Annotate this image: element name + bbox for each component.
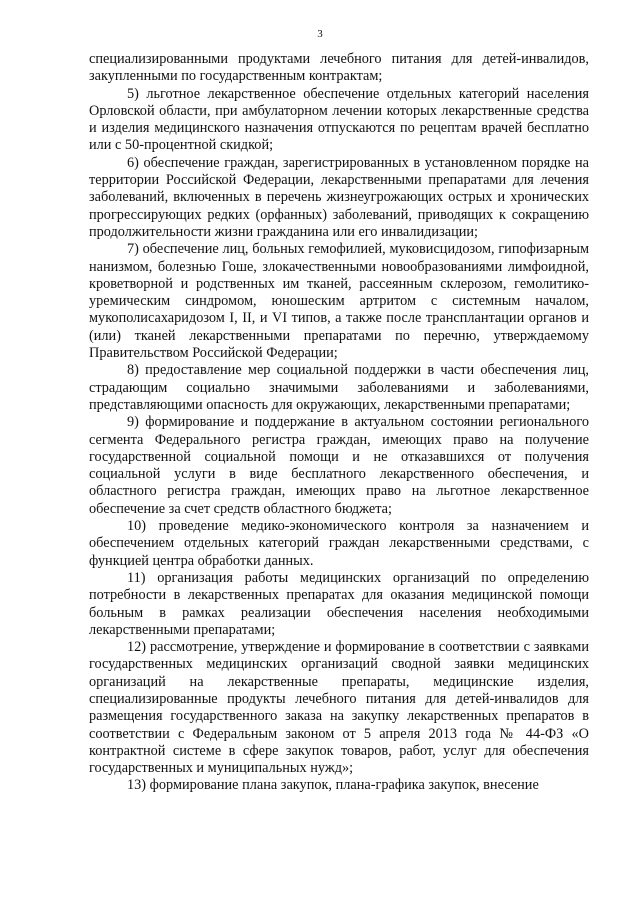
paragraph-item-10: 10) проведение медико-экономического контроля за назначением и обеспечением отдельных категорий граждан лекарственными средствами, с функцией центра обработки данных. — [89, 518, 589, 569]
document-body — [89, 51, 589, 795]
paragraph-item-6: 6) обеспечение граждан, зарегистрированных в установленном порядке на территории Российской Федерации, лекарственными препаратами для лечения заболеваний, включенных в перечень жизнеугрожающих острых и хронических прогрессирующих редких (орфанных) заболеваний, приводящих к сокращению продолжительности жизни гражданина или его инвалидизации; — [89, 154, 589, 240]
page-number: 3 — [317, 28, 323, 40]
paragraph-item-13: 13) формирование плана закупок, плана-графика закупок, внесение — [127, 777, 539, 794]
paragraph-item-11: 11) организация работы медицинских организаций по определению потребности в лекарственных препаратах для оказания медицинской помощи больным в рамках реализации обеспечения населения необходимыми лекарственными препаратами; — [89, 569, 589, 638]
paragraph-continuation: специализированными продуктами лечебного питания для детей-инвалидов, закупленными по государственным контрактам; — [89, 51, 589, 85]
paragraph-item-7: 7) обеспечение лиц, больных гемофилией, муковисцидозом, гипофизарным нанизмом, болезнью Гоше, злокачественными новообразованиями лимфоидной, кроветворной и родственных им тканей, рассеянным склерозом, гемолитико-уремическим синдромом, юношеским артритом с системным началом, мукополисахаридозом I, II, и VI типов, а также после трансплантации органов и (или) тканей лекарственными препаратами по перечню, утверждаемому Правительством Российской Федерации; — [89, 241, 589, 362]
paragraph-item-8: 8) предоставление мер социальной поддержки в части обеспечения лиц, страдающим социально значимыми заболеваниями и заболеваниями, представляющими опасность для окружающих, лекарственными препаратами; — [89, 362, 589, 413]
paragraph-item-9: 9) формирование и поддержание в актуальном состоянии регионального сегмента Федерального регистра граждан, имеющих право на получение государственной социальной помощи и не отказавшихся от получения социальной услуги в виде бесплатного лекарственного обеспечения, и областного регистра граждан, имеющих право на льготное лекарственное обеспечение за счет средств областного бюджета; — [89, 414, 589, 517]
paragraph-item-5: 5) льготное лекарственное обеспечение отдельных категорий населения Орловской области, при амбулаторном лечении которых лекарственные средства и изделия медицинского назначения отпускаются по рецептам врачей бесплатно или с 50-процентной скидкой; — [89, 85, 589, 154]
paragraph-item-12: 12) рассмотрение, утверждение и формирование в соответствии с заявками государственных медицинских организаций сводной заявки медицинских организаций на лекарственные препараты, медицинские изделия, специализированные продукты лечебного питания для детей-инвалидов для размещения государственного заказа на закупку лекарственных препаратов в соответствии с Федеральным законом от 5 апреля 2013 года № 44-ФЗ «О контрактной системе в сфере закупок товаров, работ, услуг для обеспечения государственных и муниципальных нужд»; — [89, 639, 589, 777]
